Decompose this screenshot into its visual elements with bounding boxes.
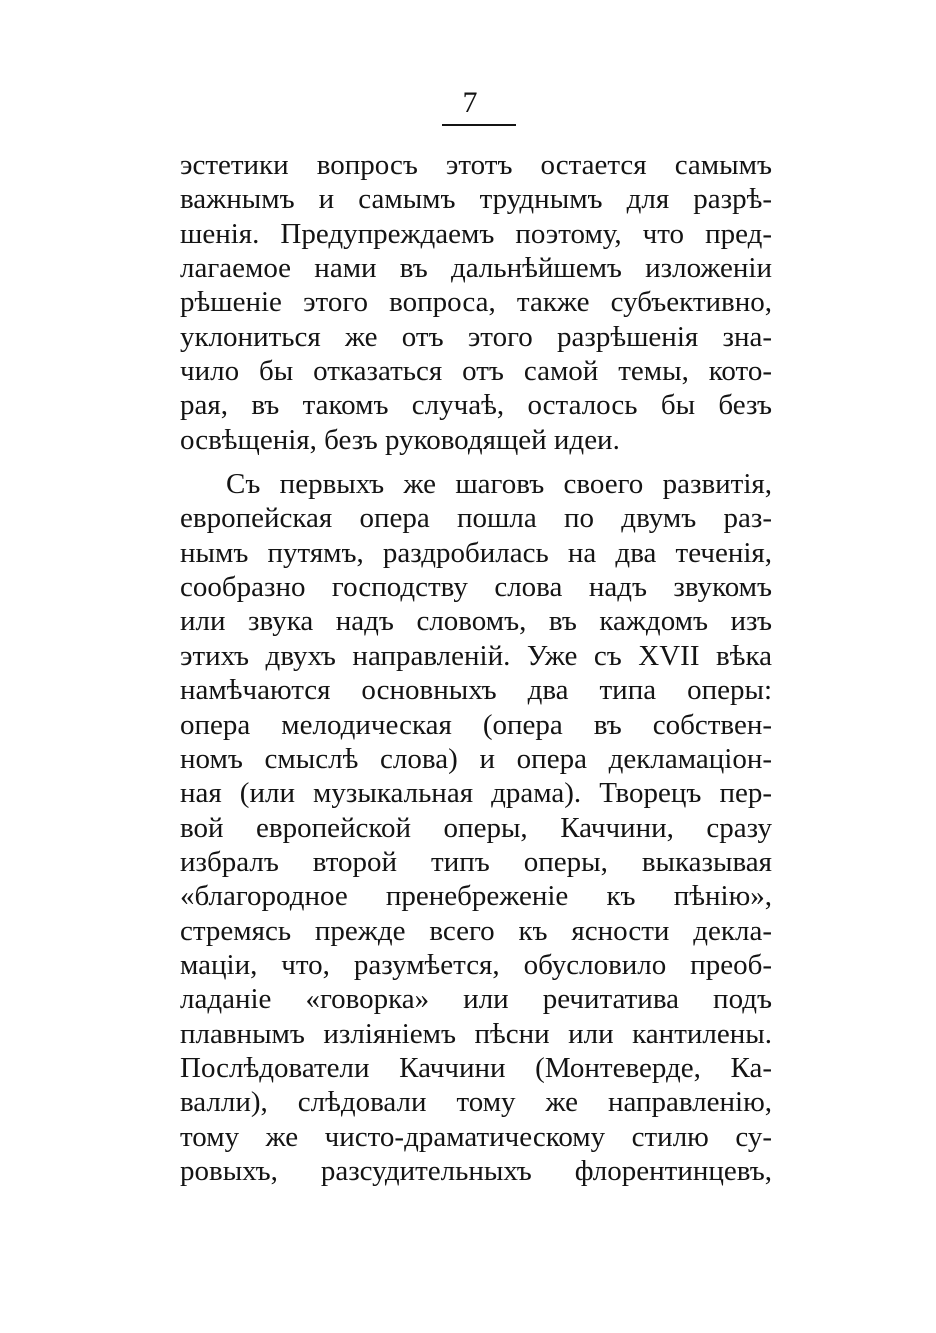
header-rule — [442, 124, 516, 126]
text-line: «благородное пренебреженіе къ пѣнію», — [180, 880, 772, 913]
text-line: номъ смыслѣ слова) и опера декламаціон- — [180, 742, 772, 775]
text-line: тому же чисто-драматическому стилю су- — [180, 1120, 772, 1153]
text-line: рая, въ такомъ случаѣ, осталось бы безъ — [180, 389, 772, 422]
paragraph-2 — [180, 467, 772, 1188]
text-line: намѣчаются основныхъ два типа оперы: — [180, 674, 772, 707]
body-text — [180, 148, 772, 1188]
text-line: опера мелодическая (опера въ собствен- — [180, 708, 772, 741]
text-line: важнымъ и самымъ труднымъ для разрѣ- — [180, 183, 772, 216]
text-line: этихъ двухъ направленій. Уже съ XVII вѣка — [180, 639, 772, 672]
text-line: ровыхъ, разсудительныхъ флорентинцевъ, — [180, 1154, 772, 1187]
page-number: 7 — [462, 86, 478, 119]
text-line: Съ первыхъ же шаговъ своего развитія, — [226, 468, 772, 501]
text-line: ладаніе «говорка» или речитатива подъ — [180, 983, 772, 1016]
page-header — [420, 86, 520, 130]
text-line: освѣщенія, безъ руководящей идеи. — [180, 423, 620, 456]
text-line: нымъ путямъ, раздробилась на два теченія, — [180, 536, 772, 569]
text-line: маціи, что, разумѣется, обусловило преоб- — [180, 948, 772, 981]
text-line: стремясь прежде всего къ ясности декла- — [180, 914, 772, 947]
text-line: валли), слѣдовали тому же направленію, — [180, 1086, 772, 1119]
text-line: или звука надъ словомъ, въ каждомъ изъ — [180, 605, 772, 638]
paragraph-1 — [180, 148, 772, 457]
text-line: чило бы отказаться отъ самой темы, кото- — [180, 355, 772, 388]
text-line: рѣшеніе этого вопроса, также субъективно, — [180, 286, 772, 319]
text-line: лагаемое нами въ дальнѣйшемъ изложеніи — [180, 252, 772, 285]
text-line: европейская опера пошла по двумъ раз- — [180, 502, 772, 535]
text-line: сообразно господству слова надъ звукомъ — [180, 571, 772, 604]
text-line: шенія. Предупреждаемъ поэтому, что пред- — [180, 217, 772, 250]
text-line: эстетики вопросъ этотъ остается самымъ — [180, 149, 772, 181]
text-line: ная (или музыкальная драма). Творецъ пер- — [180, 777, 772, 810]
text-line: уклониться же отъ этого разрѣшенія зна- — [180, 320, 772, 353]
text-line: плавнымъ изліяніемъ пѣсни или кантилены. — [180, 1017, 772, 1050]
text-line: избралъ второй типъ оперы, выказывая — [180, 845, 772, 878]
text-line: Послѣдователи Каччини (Монтеверде, Ка- — [180, 1051, 772, 1084]
text-line: вой европейской оперы, Каччини, сразу — [180, 811, 772, 844]
